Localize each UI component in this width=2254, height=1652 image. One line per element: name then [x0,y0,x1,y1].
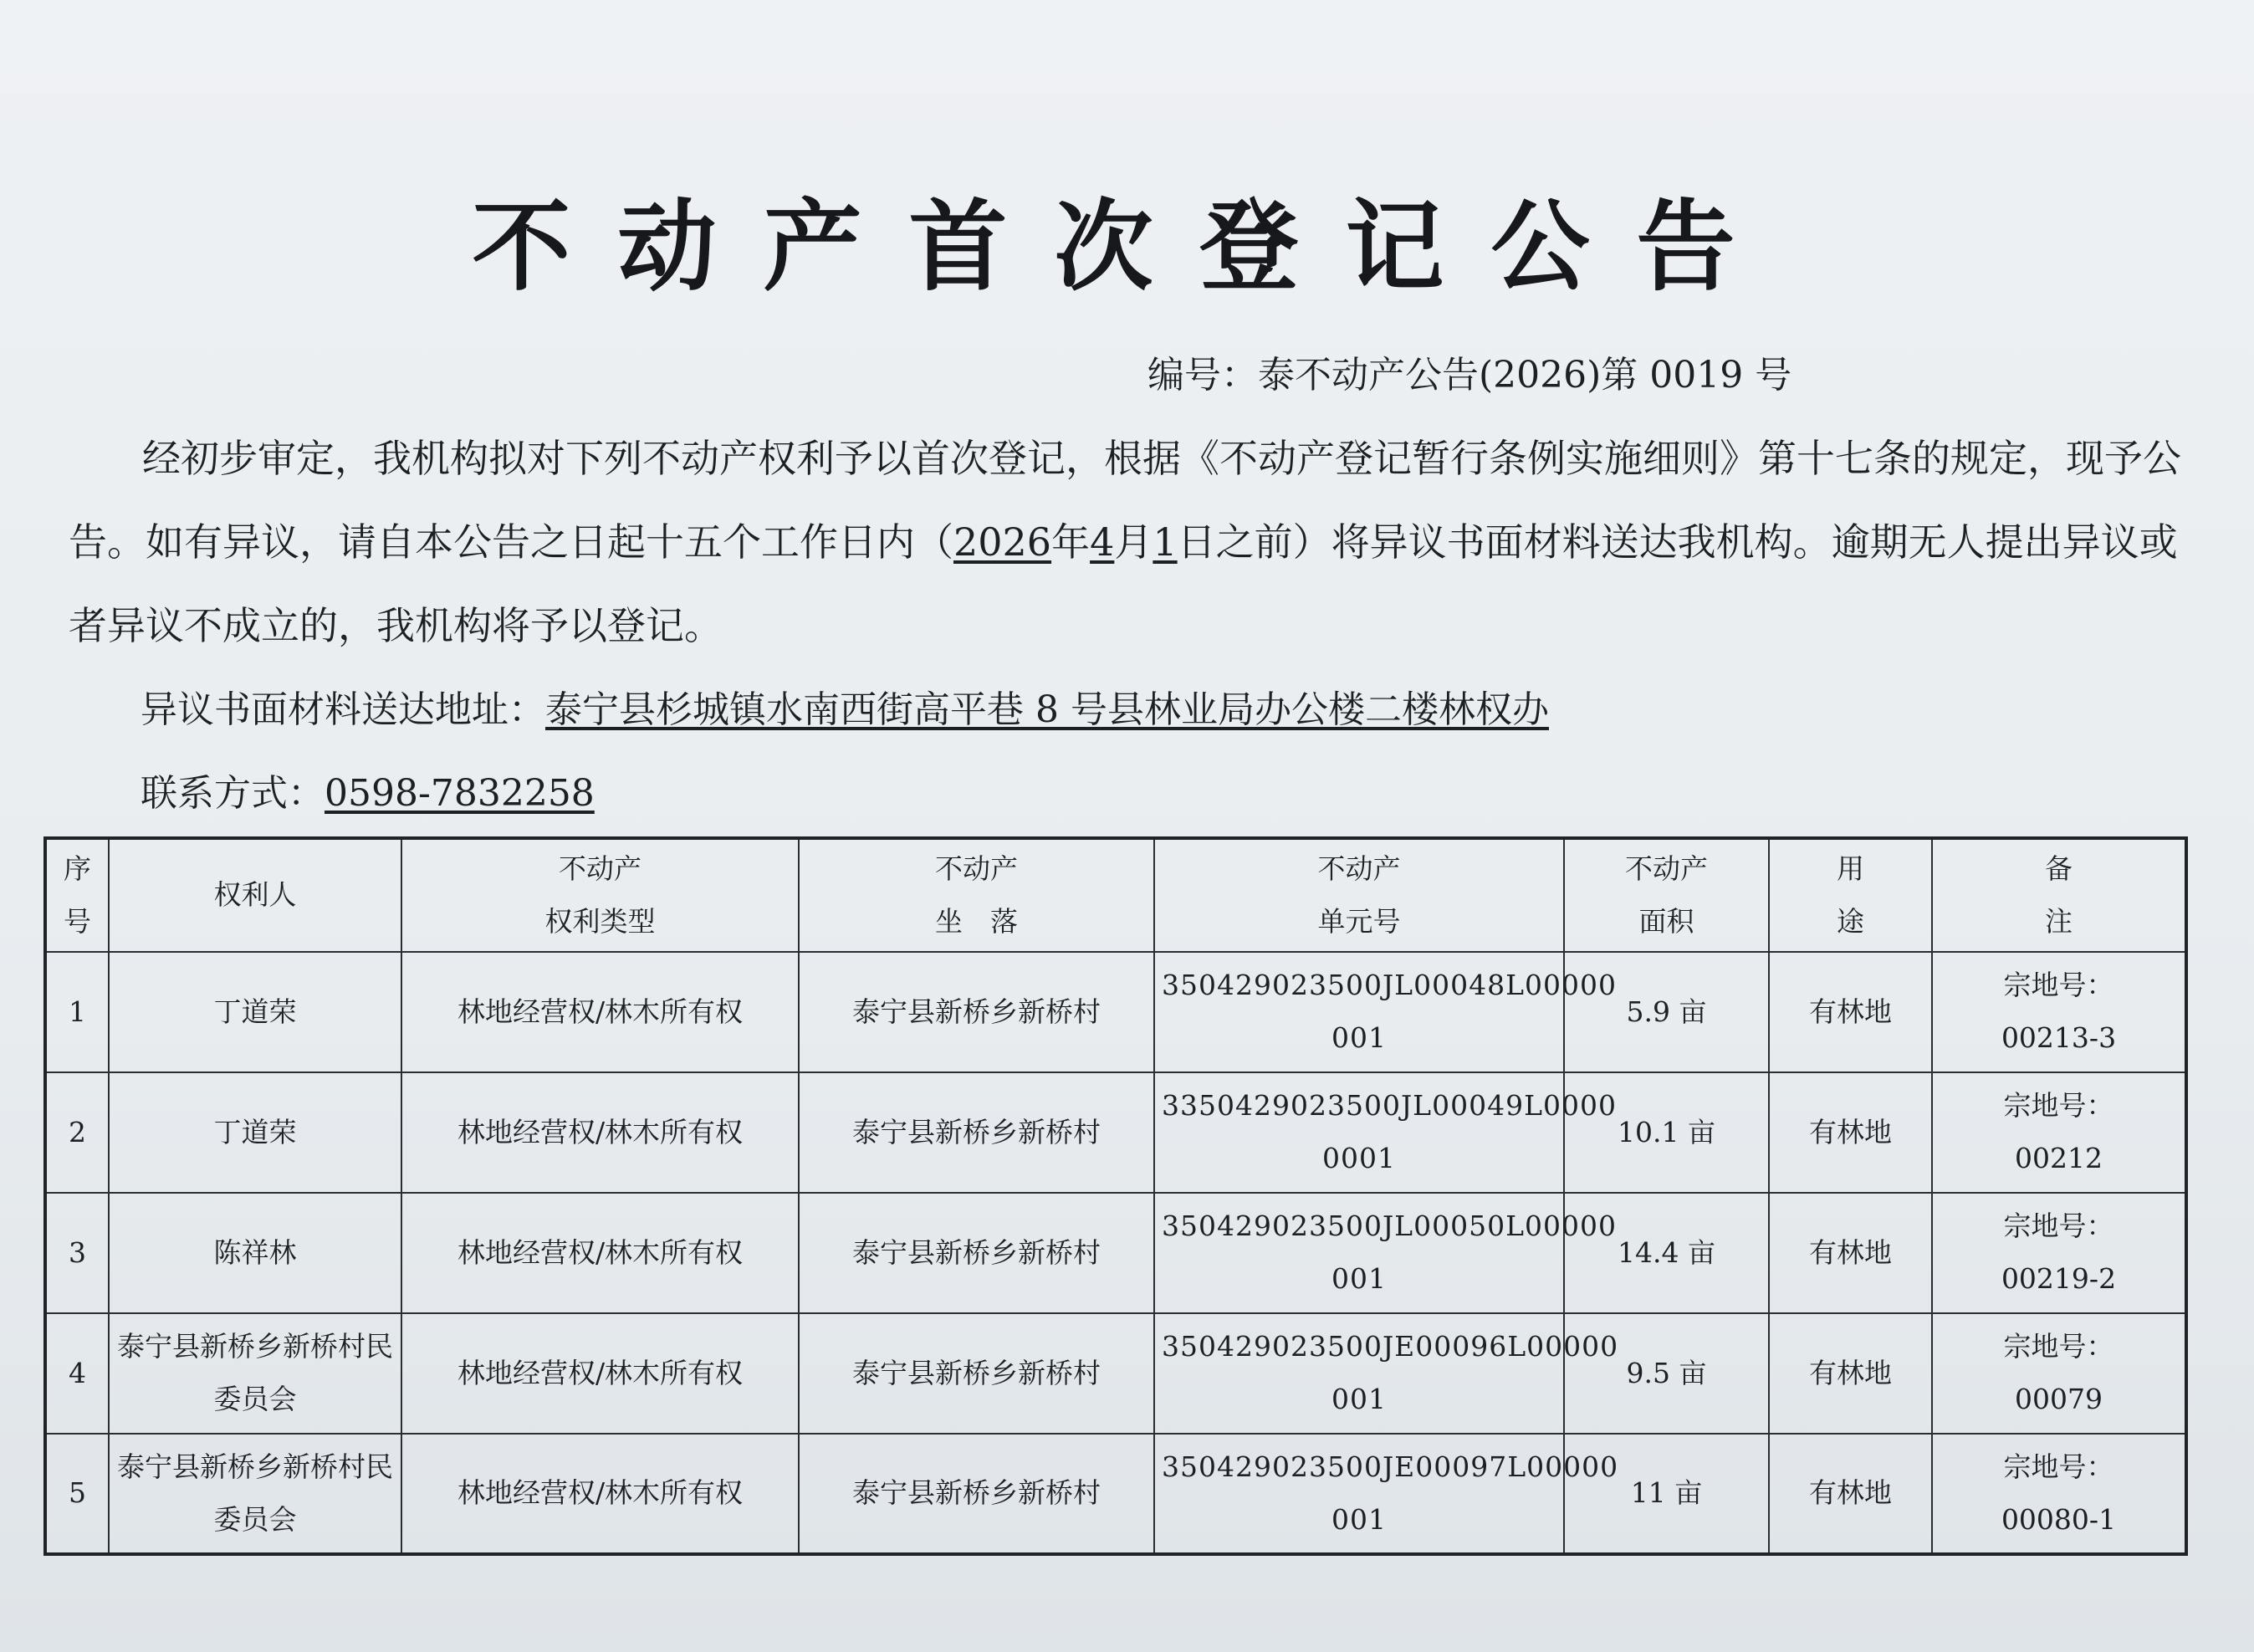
table-row [45,1313,2186,1434]
cell-remarks: 宗地号： 00079 [1932,1313,2186,1434]
table-row [45,1434,2186,1554]
cell-usage: 有林地 [1769,1193,1932,1313]
cell-location: 泰宁县新桥乡新桥村 [799,1193,1154,1313]
cell-location: 泰宁县新桥乡新桥村 [799,1313,1154,1434]
cell-remarks: 宗地号： 00219-2 [1932,1193,2186,1313]
cell-usage: 有林地 [1769,1072,1932,1193]
cell-usage: 有林地 [1769,952,1932,1072]
cell-unit-number: 350429023500JE00097L00000 001 [1154,1434,1564,1554]
cell-remarks: 宗地号： 00080-1 [1932,1434,2186,1554]
header-right-type: 不动产 权利类型 [401,838,799,952]
table-row [45,1072,2186,1193]
deadline-year-unit: 年 [1051,519,1091,565]
page-title: 不动产首次登记公告 [472,188,1782,304]
address-value: 泰宁县杉城镇水南西街高平巷 8 号县林业局办公楼二楼林权办 [545,688,1549,731]
cell-location: 泰宁县新桥乡新桥村 [799,952,1154,1072]
notice-body [69,417,2185,667]
table-header-row [45,838,2186,952]
header-owner: 权利人 [109,838,401,952]
cell-right-type: 林地经营权/林木所有权 [401,1434,799,1554]
cell-owner: 丁道荣 [109,1072,401,1193]
cell-unit-number: 350429023500JL00050L00000 001 [1154,1193,1564,1313]
cell-location: 泰宁县新桥乡新桥村 [799,1072,1154,1193]
cell-unit-number: 350429023500JE00096L00000 001 [1154,1313,1564,1434]
cell-serial: 5 [45,1434,109,1554]
cell-unit-number: 3350429023500JL00049L0000 0001 [1154,1072,1564,1193]
cell-area: 9.5 亩 [1564,1313,1769,1434]
table-row [45,952,2186,1072]
contact-phone: 0598-7832258 [325,772,595,815]
header-unit-number: 不动产 单元号 [1154,838,1564,952]
notice-paragraph [69,417,2185,667]
table-row [45,1193,2186,1313]
registration-table [43,836,2188,1556]
document-number: 编号：泰不动产公告(2026)第 0019 号 [1147,354,1792,396]
notice-text-part-2: 日之前）将异议书面材料送达我机构。逾期无人提出异议或者异议不成立的，我机构将予以登记。 [69,519,2178,648]
cell-location: 泰宁县新桥乡新桥村 [799,1434,1154,1554]
cell-serial: 4 [45,1313,109,1434]
contact-info [141,763,595,816]
cell-unit-number: 350429023500JL00048L00000 001 [1154,952,1564,1072]
cell-right-type: 林地经营权/林木所有权 [401,1313,799,1434]
objection-address [141,679,1549,733]
cell-remarks: 宗地号： 00212 [1932,1072,2186,1193]
header-location: 不动产 坐 落 [799,838,1154,952]
header-remarks: 备 注 [1932,838,2186,952]
cell-remarks: 宗地号： 00213-3 [1932,952,2186,1072]
cell-right-type: 林地经营权/林木所有权 [401,1072,799,1193]
cell-serial: 2 [45,1072,109,1193]
cell-usage: 有林地 [1769,1434,1932,1554]
deadline-month: 4 [1090,519,1115,565]
cell-area: 11 亩 [1564,1434,1769,1554]
cell-serial: 1 [45,952,109,1072]
contact-label: 联系方式： [141,772,325,815]
header-usage: 用 途 [1769,838,1932,952]
cell-area: 14.4 亩 [1564,1193,1769,1313]
cell-owner: 陈祥林 [109,1193,401,1313]
cell-right-type: 林地经营权/林木所有权 [401,952,799,1072]
cell-area: 5.9 亩 [1564,952,1769,1072]
cell-right-type: 林地经营权/林木所有权 [401,1193,799,1313]
cell-serial: 3 [45,1193,109,1313]
header-area: 不动产 面积 [1564,838,1769,952]
cell-owner: 泰宁县新桥乡新桥村民委员会 [109,1313,401,1434]
header-serial: 序 号 [45,838,109,952]
deadline-month-unit: 月 [1114,519,1153,565]
deadline-day: 1 [1153,519,1178,565]
address-label: 异议书面材料送达地址： [141,688,545,731]
cell-owner: 泰宁县新桥乡新桥村民委员会 [109,1434,401,1554]
cell-owner: 丁道荣 [109,952,401,1072]
cell-usage: 有林地 [1769,1313,1932,1434]
cell-area: 10.1 亩 [1564,1072,1769,1193]
deadline-year: 2026 [953,519,1052,565]
notice-text-part-1: 经初步审定，我机构拟对下列不动产权利予以首次登记，根据《不动产登记暂行条例实施细则》第十七条的规定，现予公告。如有异议，请自本公告之日起十五个工作日内（ [69,436,2181,565]
